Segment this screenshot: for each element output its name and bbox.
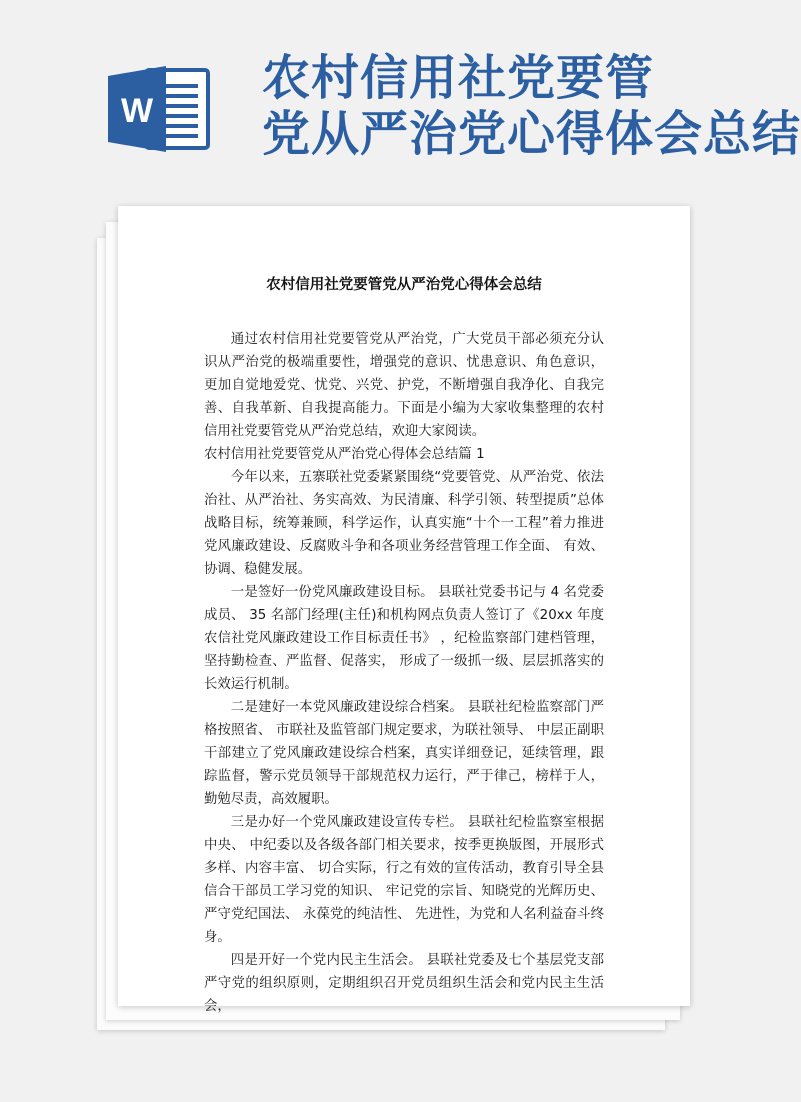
body-paragraph: 四是开好一个党内民主生活会。 县联社党委及七个基层党支部严守党的组织原则，定期组织召开党员组织生活会和党内民主生活会， — [204, 953, 604, 1014]
body-paragraph: 三是办好一个党风廉政建设宣传专栏。 县联社纪检监察室根据中央、 中纪委以及各级各部门相关要求，按季更换版图，开展形式多样、内容丰富、 切合实际，行之有效的宣传活动，教育引导全县信合干部员工学习党的知识、 牢记党的宗旨、知晓党的光辉历史、严守党纪国法、 永葆党的纯洁性、 先进性，为党和人名利益奋斗终身。 — [204, 815, 604, 945]
document-body — [118, 328, 690, 1018]
body-paragraph: 今年以来，五寨联社党委紧紧围绕“党要管党、从严治党、依法治社、从严治社、务实高效、为民清廉、科学引领、转型提质”总体战略目标，统筹兼顾，科学运作，认真实施“十个一工程”着力推进党风廉政建设、反腐败斗争和各项业务经营管理工作全面、 有效、 协调、稳健发展。 — [204, 470, 604, 577]
svg-text:W: W — [120, 92, 154, 130]
banner-title — [262, 50, 801, 162]
banner-title-line-2: 党从严治党心得体会总结 — [262, 106, 801, 162]
intro-paragraph: 通过农村信用社党要管党从严治党，广大党员干部必须充分认识从严治党的极端重要性，增强党的意识、忧患意识、角色意识，更加自觉地爱党、忧党、兴党、护党，不断增强自我净化、自我完善、自我革新、自我提高能力。下面是小编为大家收集整理的农村信用社党要管党从严治党总结，欢迎大家阅读。 — [204, 332, 604, 439]
body-paragraph: 一是签好一份党风廉政建设目标。 县联社党委书记与 4 名党委成员、 35 名部门经理(主任)和机构网点负责人签订了《20xx 年度农信社党风廉政建设工作目标责任书》 ，纪检监察部门建档管理， 坚持勤检查、严监督、促落实， 形成了一级抓一级、层层抓落实的长效运行机制。 — [204, 585, 604, 692]
word-document-icon — [108, 66, 212, 152]
document-page — [118, 206, 690, 1014]
document-title: 农村信用社党要管党从严治党心得体会总结 — [266, 277, 542, 293]
section-heading: 农村信用社党要管党从严治党心得体会总结篇 1 — [204, 447, 485, 462]
body-paragraph: 二是建好一本党风廉政建设综合档案。 县联社纪检监察部门严格按照省、 市联社及监管部门规定要求，为联社领导、 中层正副职干部建立了党风廉政建设综合档案，真实详细登记，延续管理，跟踪监督，警示党员领导干部规范权力运行，严于律己，榜样于人，勤勉尽责，高效履职。 — [204, 700, 604, 807]
banner-title-line-1: 农村信用社党要管 — [262, 50, 655, 106]
